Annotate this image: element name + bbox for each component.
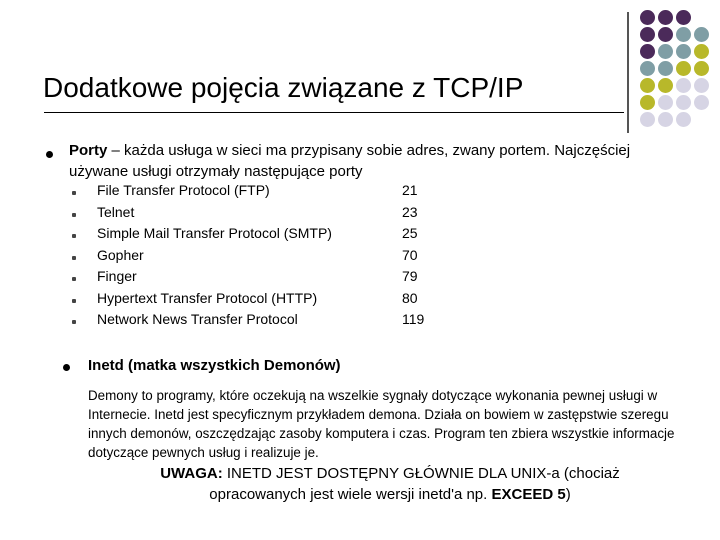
decorative-dot <box>694 95 709 110</box>
decorative-dot <box>640 44 655 59</box>
port-row <box>0 268 720 289</box>
sub-bullet-icon <box>72 256 76 260</box>
sub-bullet-icon <box>72 299 76 303</box>
decorative-dot <box>640 27 655 42</box>
port-name: Telnet <box>97 203 135 220</box>
decorative-dot <box>640 10 655 25</box>
vertical-divider <box>627 12 629 133</box>
port-name: Network News Transfer Protocol <box>97 311 298 327</box>
decorative-dot <box>676 27 691 42</box>
port-number: 79 <box>402 268 418 284</box>
port-number: 23 <box>402 203 418 220</box>
decorative-dot <box>658 61 673 76</box>
decorative-dot <box>676 61 691 76</box>
decorative-dot <box>694 27 709 42</box>
decorative-dot <box>676 95 691 110</box>
port-row <box>0 182 720 203</box>
port-row <box>0 204 720 225</box>
port-number: 119 <box>402 311 425 327</box>
decorative-dot <box>658 95 673 110</box>
port-name: Gopher <box>97 246 144 263</box>
decorative-dot <box>640 112 655 127</box>
port-row <box>0 225 720 246</box>
note-suffix: ) <box>565 486 571 503</box>
decorative-dot <box>658 78 673 93</box>
inetd-description: Demony to programy, które oczekują na wszelkie sygnały dotyczące wykonania pewnej usługi w Internecie. Inetd jest specyficznym przykładem demona. Działa on bowiem w zastępstwie szeregu innych demonów, oszczędzając zasoby komputera i czas. Program ten zbiera wszystkie informacje dotyczące pewnych usług i realizuje je. <box>88 388 675 460</box>
decorative-dot <box>676 112 691 127</box>
note-prefix: UWAGA: <box>160 465 227 482</box>
decorative-dot <box>676 10 691 25</box>
bullet-icon <box>63 364 70 371</box>
decorative-dot <box>676 78 691 93</box>
port-number: 80 <box>402 289 418 306</box>
decorative-dot <box>658 44 673 59</box>
sub-bullet-icon <box>72 234 76 238</box>
sub-bullet-icon <box>72 191 76 195</box>
sub-bullet-icon <box>72 277 76 281</box>
note-text: INETD JEST DOSTĘPNY GŁÓWNIE DLA UNIX-a (chociaż opracowanych jest wiele wersji inetd'a np. <box>209 465 620 503</box>
sub-bullet-icon <box>72 213 76 217</box>
decorative-dot <box>658 112 673 127</box>
decorative-dot-grid <box>640 10 720 130</box>
port-row <box>0 247 720 268</box>
decorative-dot <box>658 10 673 25</box>
decorative-dot <box>676 44 691 59</box>
decorative-dot <box>694 61 709 76</box>
slide-title: Dodatkowe pojęcia związane z TCP/IP <box>43 72 524 103</box>
port-name: Simple Mail Transfer Protocol (SMTP) <box>97 225 332 241</box>
port-name: Finger <box>97 268 137 284</box>
bullet-icon <box>46 151 53 158</box>
port-name: File Transfer Protocol (FTP) <box>97 182 270 198</box>
port-row <box>0 311 720 332</box>
ports-term: Porty <box>69 142 108 159</box>
decorative-dot <box>694 44 709 59</box>
ports-paragraph <box>69 140 689 182</box>
note-bold: EXCEED 5 <box>491 486 566 503</box>
ports-description: – każda usługa w sieci ma przypisany sobie adres, zwany portem. Najczęściej używane usługi otrzymały następujące porty <box>69 142 631 180</box>
port-row <box>0 290 720 311</box>
port-number: 21 <box>402 182 418 198</box>
decorative-dot <box>640 95 655 110</box>
inetd-heading: Inetd (matka wszystkich Demonów) <box>88 357 341 374</box>
decorative-dot <box>640 78 655 93</box>
title-underline <box>44 112 624 113</box>
sub-bullet-icon <box>72 320 76 324</box>
decorative-dot <box>694 78 709 93</box>
note-paragraph <box>110 463 670 505</box>
port-number: 25 <box>402 225 418 241</box>
port-number: 70 <box>402 246 418 263</box>
decorative-dot <box>658 27 673 42</box>
port-name: Hypertext Transfer Protocol (HTTP) <box>97 289 318 306</box>
decorative-dot <box>640 61 655 76</box>
